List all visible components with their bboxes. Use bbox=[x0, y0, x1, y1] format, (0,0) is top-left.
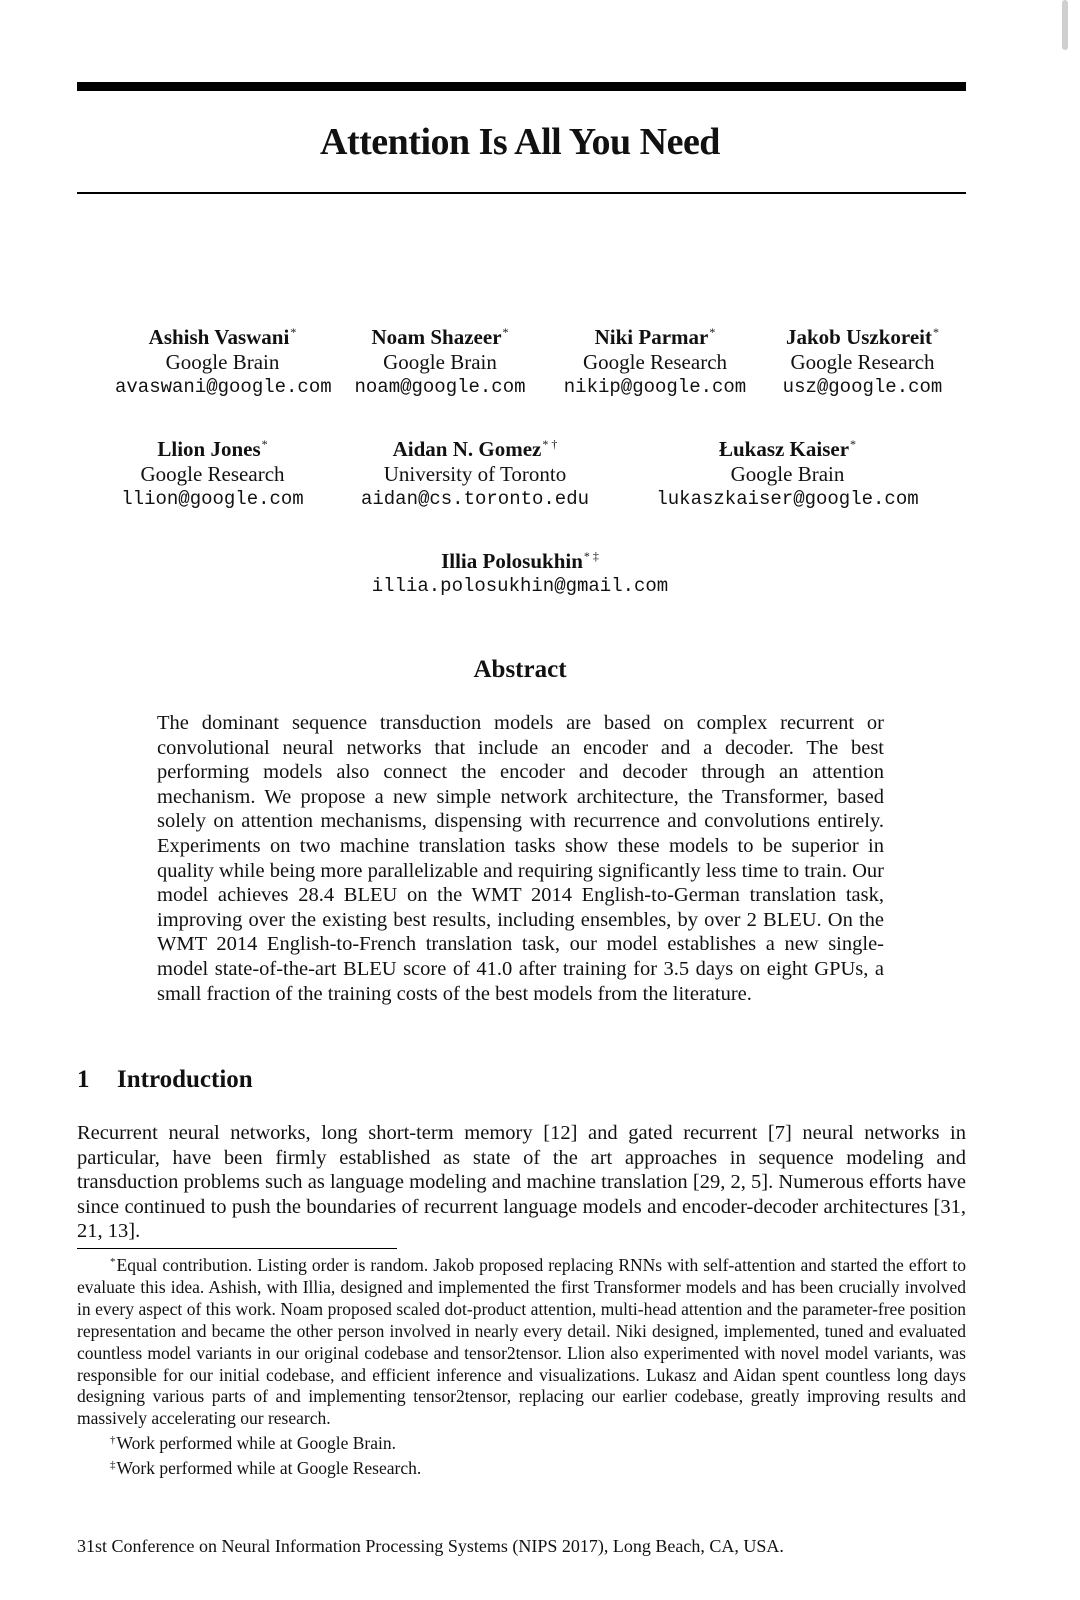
footnote-text: Work performed while at Google Brain. bbox=[116, 1433, 396, 1454]
author-email[interactable]: llion@google.com bbox=[121, 488, 304, 510]
author-marks: * bbox=[261, 437, 268, 451]
author-affiliation: Google Research bbox=[790, 350, 935, 374]
abstract-text: The dominant sequence transduction models are based on complex recurrent or convolutional neural networks that include an encoder and a decoder. The best performing models also connect the encoder and decoder through an attention mechanism. We propose a new simple network architecture, the Transformer, based solely on attention mechanisms, dispensing with recurrence and convolutions entirely. Experiments on two machine translation tasks show these models to be superior in quality while being more parallelizable and requiring significantly less time to train. Our model achieves 28.4 BLEU on the WMT 2014 English-to-German translation task, improving over the existing best results, including ensembles, by over 2 BLEU. On the WMT 2014 English-to-French translation task, our model establishes a new single-model state-of-the-art BLEU score of 41.0 after training for 3.5 days on eight GPUs, a small fraction of the training costs of the best models from the literature. bbox=[157, 712, 884, 1005]
footnote bbox=[77, 1430, 966, 1455]
footnote-mark: † bbox=[110, 1434, 116, 1447]
author-affiliation: Google Research bbox=[140, 462, 285, 486]
footnote bbox=[77, 1455, 966, 1480]
author-name: Łukasz Kaiser bbox=[718, 437, 850, 461]
author-affiliation: Google Brain bbox=[383, 350, 497, 374]
conference-note: 31st Conference on Neural Information Processing Systems (NIPS 2017), Long Beach, CA, USA. bbox=[77, 1536, 784, 1556]
author-block bbox=[555, 320, 755, 400]
author-block bbox=[355, 432, 595, 512]
author-email[interactable]: usz@google.com bbox=[782, 376, 943, 398]
author-marks: * bbox=[850, 437, 857, 451]
author-affiliation: Google Research bbox=[582, 350, 728, 374]
footnote-text: Work performed while at Google Research. bbox=[116, 1458, 422, 1479]
author-block bbox=[110, 432, 315, 512]
footnote-text: Equal contribution. Listing order is random. Jakob proposed replacing RNNs with self-attention and started the effort to evaluate this idea. Ashish, with Illia, designed and implemented the first Transformer models and has been crucially involved in every aspect of this work. Noam proposed scaled dot-product attention, multi-head attention and the parameter-free position representation and became the other person involved in nearly every detail. Niki designed, implemented, tuned and evaluated countless model variants in our original codebase and tensor2tensor. Llion also experimented with novel model variants, was responsible for our initial codebase, and efficient inference and visualizations. Lukasz and Aidan spent countless long days designing various parts of and implementing tensor2tensor, replacing our earlier codebase, greatly improving results and massively accelerating our research. bbox=[77, 1255, 966, 1429]
author-affiliation: Google Brain bbox=[730, 462, 845, 486]
author-name: Ashish Vaswani bbox=[148, 325, 290, 349]
author-block bbox=[115, 320, 330, 400]
abstract-heading: Abstract bbox=[473, 656, 567, 683]
author-name: Llion Jones bbox=[157, 437, 261, 461]
author-affiliation: Google Brain bbox=[165, 350, 280, 374]
author-block bbox=[645, 432, 930, 512]
title-top-rule bbox=[77, 82, 966, 91]
footnote-mark: ‡ bbox=[110, 1459, 116, 1472]
author-email[interactable]: illia.polosukhin@gmail.com bbox=[371, 575, 669, 597]
author-name: Jakob Uszkoreit bbox=[785, 325, 933, 349]
footnote-rule bbox=[77, 1248, 397, 1249]
paper-title: Attention Is All You Need bbox=[320, 121, 720, 163]
author-email[interactable]: nikip@google.com bbox=[563, 376, 747, 398]
author-affiliation: University of Toronto bbox=[383, 462, 567, 486]
author-marks: * bbox=[933, 325, 940, 339]
author-name: Niki Parmar bbox=[594, 325, 709, 349]
author-marks: * ‡ bbox=[583, 549, 599, 563]
author-email[interactable]: lukaszkaiser@google.com bbox=[656, 488, 919, 510]
author-marks: * † bbox=[542, 437, 558, 451]
author-marks: * bbox=[290, 325, 297, 339]
author-email[interactable]: avaswani@google.com bbox=[115, 376, 332, 398]
section-heading bbox=[77, 1066, 253, 1094]
footnote-mark: * bbox=[110, 1256, 116, 1268]
author-block bbox=[360, 544, 680, 599]
author-name: Illia Polosukhin bbox=[441, 549, 583, 573]
section-number: 1 bbox=[77, 1066, 90, 1093]
author-email[interactable]: aidan@cs.toronto.edu bbox=[360, 488, 590, 510]
author-marks: * bbox=[709, 325, 716, 339]
author-email[interactable]: noam@google.com bbox=[354, 376, 526, 398]
author-marks: * bbox=[502, 325, 509, 339]
title-bottom-rule bbox=[77, 192, 966, 194]
author-name: Noam Shazeer bbox=[371, 325, 502, 349]
author-block bbox=[770, 320, 955, 400]
scrollbar[interactable] bbox=[1062, 0, 1068, 50]
footnotes bbox=[77, 1252, 966, 1480]
section-title: Introduction bbox=[117, 1066, 253, 1093]
introduction-text: Recurrent neural networks, long short-term memory [12] and gated recurrent [7] neural networks in particular, have been firmly established as state of the art approaches in sequence modeling and transduction problems such as language modeling and machine translation [29, 2, 5]. Numerous efforts have since continued to push the boundaries of recurrent language models and encoder-decoder architectures [31, 21, 13]. bbox=[77, 1122, 966, 1243]
author-name: Aidan N. Gomez bbox=[392, 437, 542, 461]
footnote bbox=[77, 1252, 966, 1430]
author-block bbox=[335, 320, 545, 400]
